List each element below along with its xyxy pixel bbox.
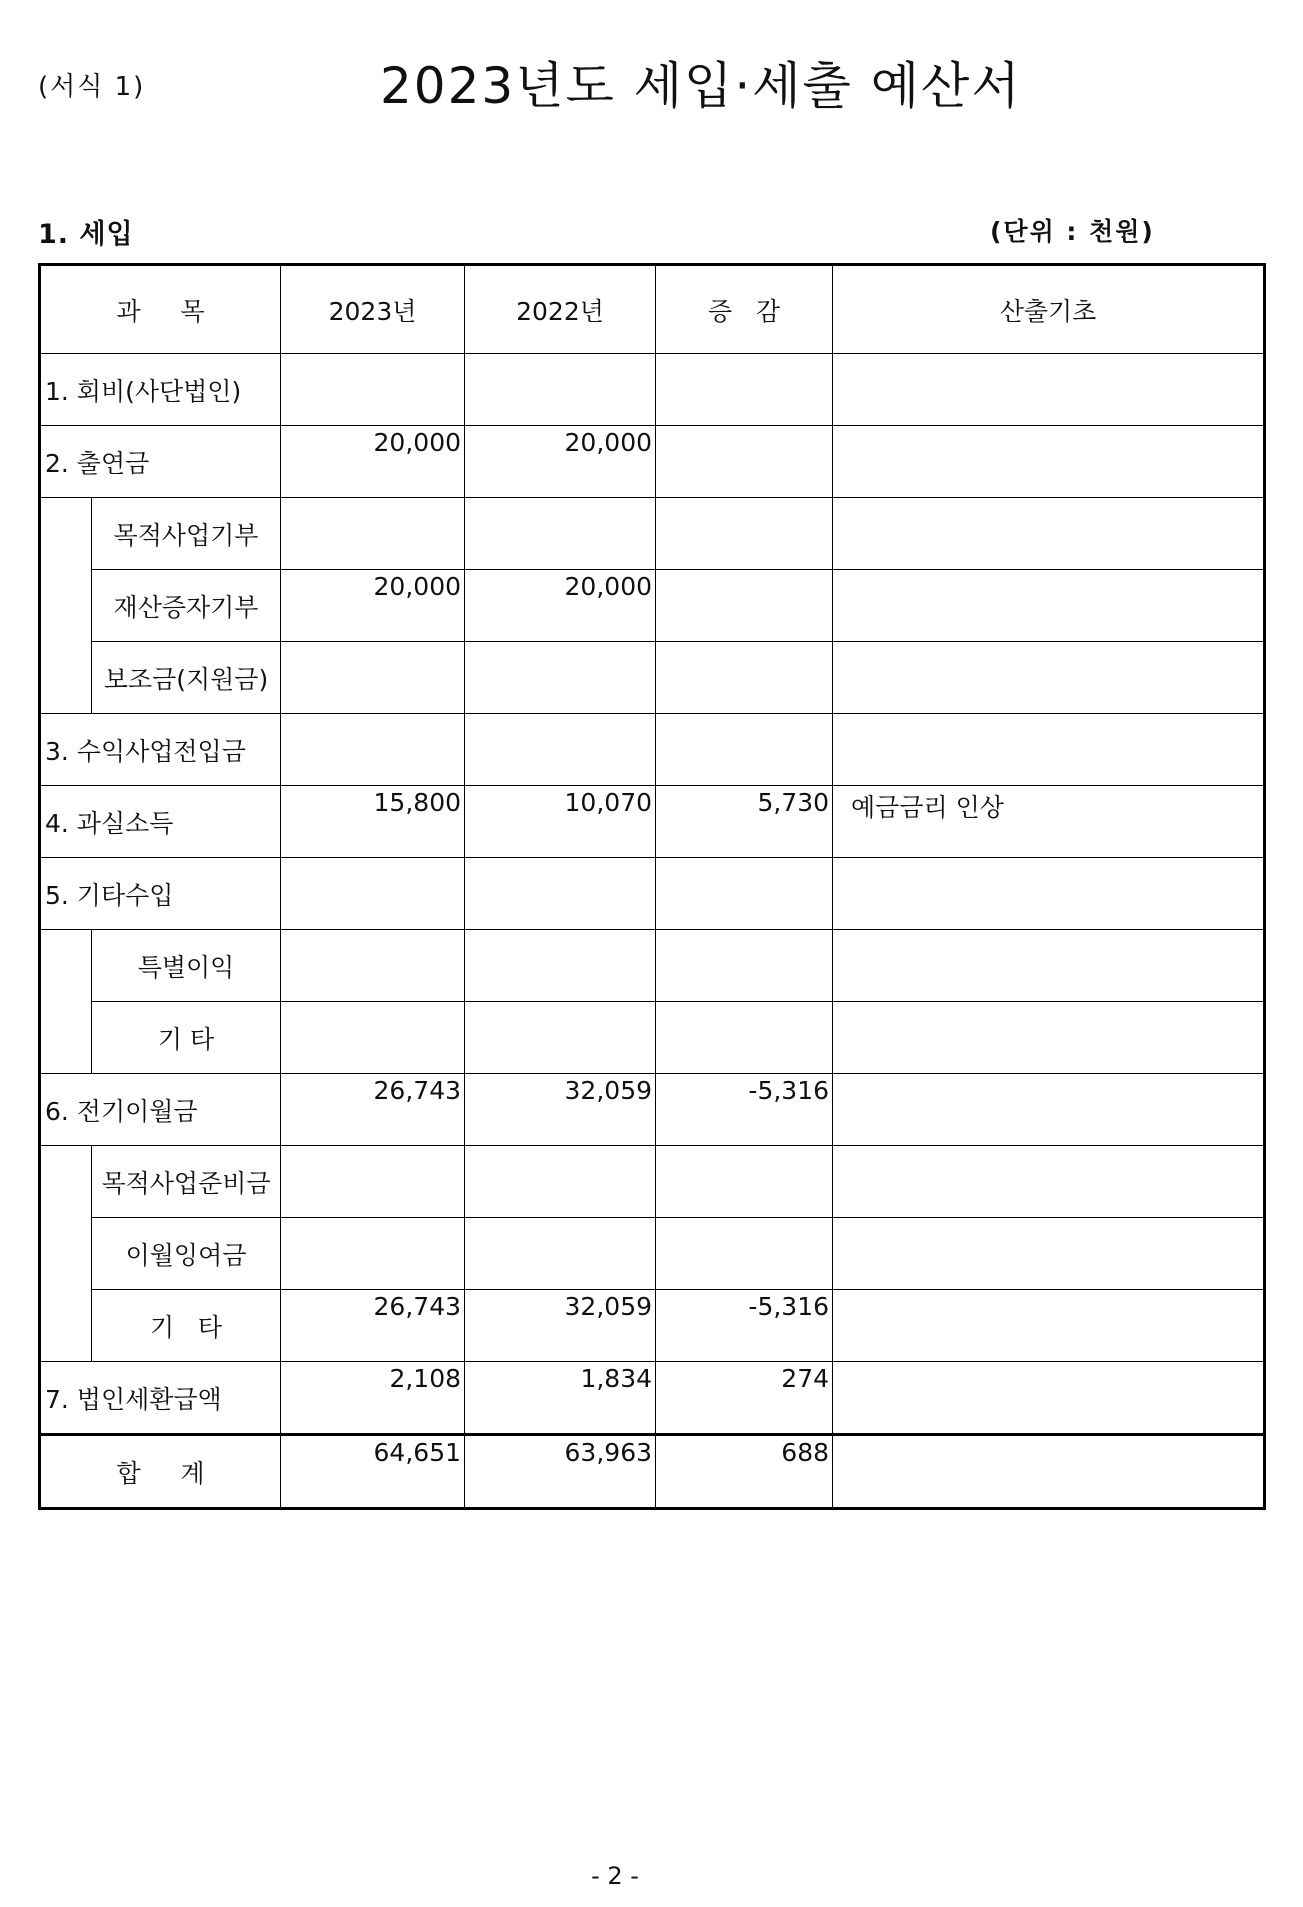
table-row bbox=[40, 786, 1265, 858]
value-change: -5,316 bbox=[656, 1074, 833, 1146]
value-2022: 20,000 bbox=[465, 426, 656, 498]
indent-spacer bbox=[40, 1146, 92, 1362]
value-basis bbox=[833, 1290, 1265, 1362]
value-2023 bbox=[281, 714, 465, 786]
value-basis bbox=[833, 642, 1265, 714]
value-2022 bbox=[465, 498, 656, 570]
row-label: 1. 회비(사단법인) bbox=[40, 354, 281, 426]
value-basis bbox=[833, 1362, 1265, 1435]
value-2022 bbox=[465, 642, 656, 714]
total-label: 합 계 bbox=[40, 1435, 281, 1509]
value-2023 bbox=[281, 1146, 465, 1218]
row-label: 5. 기타수입 bbox=[40, 858, 281, 930]
value-change bbox=[656, 1218, 833, 1290]
value-2023 bbox=[281, 642, 465, 714]
header-basis: 산출기초 bbox=[833, 265, 1265, 354]
value-2022: 32,059 bbox=[465, 1074, 656, 1146]
value-change bbox=[656, 1002, 833, 1074]
value-change bbox=[656, 354, 833, 426]
value-basis bbox=[833, 570, 1265, 642]
value-change bbox=[656, 858, 833, 930]
table-row bbox=[40, 354, 1265, 426]
value-2023 bbox=[281, 354, 465, 426]
value-basis bbox=[833, 714, 1265, 786]
indent-spacer bbox=[40, 498, 92, 714]
value-2023 bbox=[281, 930, 465, 1002]
value-change bbox=[656, 642, 833, 714]
row-label: 3. 수익사업전입금 bbox=[40, 714, 281, 786]
value-2023: 2,108 bbox=[281, 1362, 465, 1435]
value-basis bbox=[833, 930, 1265, 1002]
value-basis: 예금금리 인상 bbox=[833, 786, 1265, 858]
table-row bbox=[40, 858, 1265, 930]
value-change: -5,316 bbox=[656, 1290, 833, 1362]
value-basis bbox=[833, 354, 1265, 426]
form-number: (서식 1) bbox=[38, 72, 146, 102]
value-2023: 26,743 bbox=[281, 1290, 465, 1362]
row-label: 7. 법인세환급액 bbox=[40, 1362, 281, 1435]
value-2023 bbox=[281, 498, 465, 570]
value-2022 bbox=[465, 714, 656, 786]
value-change bbox=[656, 930, 833, 1002]
value-2023 bbox=[281, 1002, 465, 1074]
value-2023: 15,800 bbox=[281, 786, 465, 858]
row-label: 재산증자기부 bbox=[92, 570, 281, 642]
value-2022 bbox=[465, 930, 656, 1002]
value-2023: 26,743 bbox=[281, 1074, 465, 1146]
value-2023 bbox=[281, 1218, 465, 1290]
value-2022: 10,070 bbox=[465, 786, 656, 858]
table-row bbox=[40, 1146, 1265, 1218]
value-change: 5,730 bbox=[656, 786, 833, 858]
value-basis bbox=[833, 426, 1265, 498]
value-change bbox=[656, 714, 833, 786]
total-row bbox=[40, 1435, 1265, 1509]
value-2023: 20,000 bbox=[281, 570, 465, 642]
section-title: 1. 세입 bbox=[38, 219, 134, 250]
value-basis bbox=[833, 858, 1265, 930]
value-change bbox=[656, 426, 833, 498]
value-2022 bbox=[465, 1002, 656, 1074]
value-2022 bbox=[465, 858, 656, 930]
value-basis bbox=[833, 1218, 1265, 1290]
header-2022: 2022년 bbox=[465, 265, 656, 354]
unit-note: (단위 : 천원) bbox=[990, 217, 1155, 246]
total-2023: 64,651 bbox=[281, 1435, 465, 1509]
value-2022 bbox=[465, 1146, 656, 1218]
header-2023: 2023년 bbox=[281, 265, 465, 354]
value-2022: 20,000 bbox=[465, 570, 656, 642]
row-label: 특별이익 bbox=[92, 930, 281, 1002]
table-row bbox=[40, 1002, 1265, 1074]
value-2022 bbox=[465, 354, 656, 426]
header-change: 증 감 bbox=[656, 265, 833, 354]
table-row bbox=[40, 714, 1265, 786]
value-change bbox=[656, 570, 833, 642]
value-2023 bbox=[281, 858, 465, 930]
row-label: 기 타 bbox=[92, 1002, 281, 1074]
value-basis bbox=[833, 1002, 1265, 1074]
table-row bbox=[40, 1218, 1265, 1290]
value-change bbox=[656, 1146, 833, 1218]
value-change bbox=[656, 498, 833, 570]
row-label: 이월잉여금 bbox=[92, 1218, 281, 1290]
value-basis bbox=[833, 498, 1265, 570]
row-label: 기 타 bbox=[92, 1290, 281, 1362]
row-label: 2. 출연금 bbox=[40, 426, 281, 498]
row-label: 목적사업준비금 bbox=[92, 1146, 281, 1218]
table-row bbox=[40, 1290, 1265, 1362]
table-header-row bbox=[40, 265, 1265, 354]
table-row bbox=[40, 930, 1265, 1002]
document-title: 2023년도 세입·세출 예산서 bbox=[380, 57, 1022, 115]
value-basis bbox=[833, 1074, 1265, 1146]
table-row bbox=[40, 498, 1265, 570]
value-basis bbox=[833, 1146, 1265, 1218]
revenue-budget-table bbox=[38, 263, 1266, 1510]
indent-spacer bbox=[40, 930, 92, 1074]
table-row bbox=[40, 426, 1265, 498]
table-row bbox=[40, 1074, 1265, 1146]
value-2022: 1,834 bbox=[465, 1362, 656, 1435]
table-row bbox=[40, 570, 1265, 642]
row-label: 보조금(지원금) bbox=[92, 642, 281, 714]
value-2022 bbox=[465, 1218, 656, 1290]
value-change: 274 bbox=[656, 1362, 833, 1435]
header-item: 과 목 bbox=[40, 265, 281, 354]
value-2023: 20,000 bbox=[281, 426, 465, 498]
row-label: 4. 과실소득 bbox=[40, 786, 281, 858]
total-2022: 63,963 bbox=[465, 1435, 656, 1509]
total-basis bbox=[833, 1435, 1265, 1509]
value-2022: 32,059 bbox=[465, 1290, 656, 1362]
table-row bbox=[40, 1362, 1265, 1435]
total-change: 688 bbox=[656, 1435, 833, 1509]
row-label: 6. 전기이월금 bbox=[40, 1074, 281, 1146]
table-row bbox=[40, 642, 1265, 714]
row-label: 목적사업기부 bbox=[92, 498, 281, 570]
page-number: - 2 - bbox=[591, 1862, 639, 1890]
